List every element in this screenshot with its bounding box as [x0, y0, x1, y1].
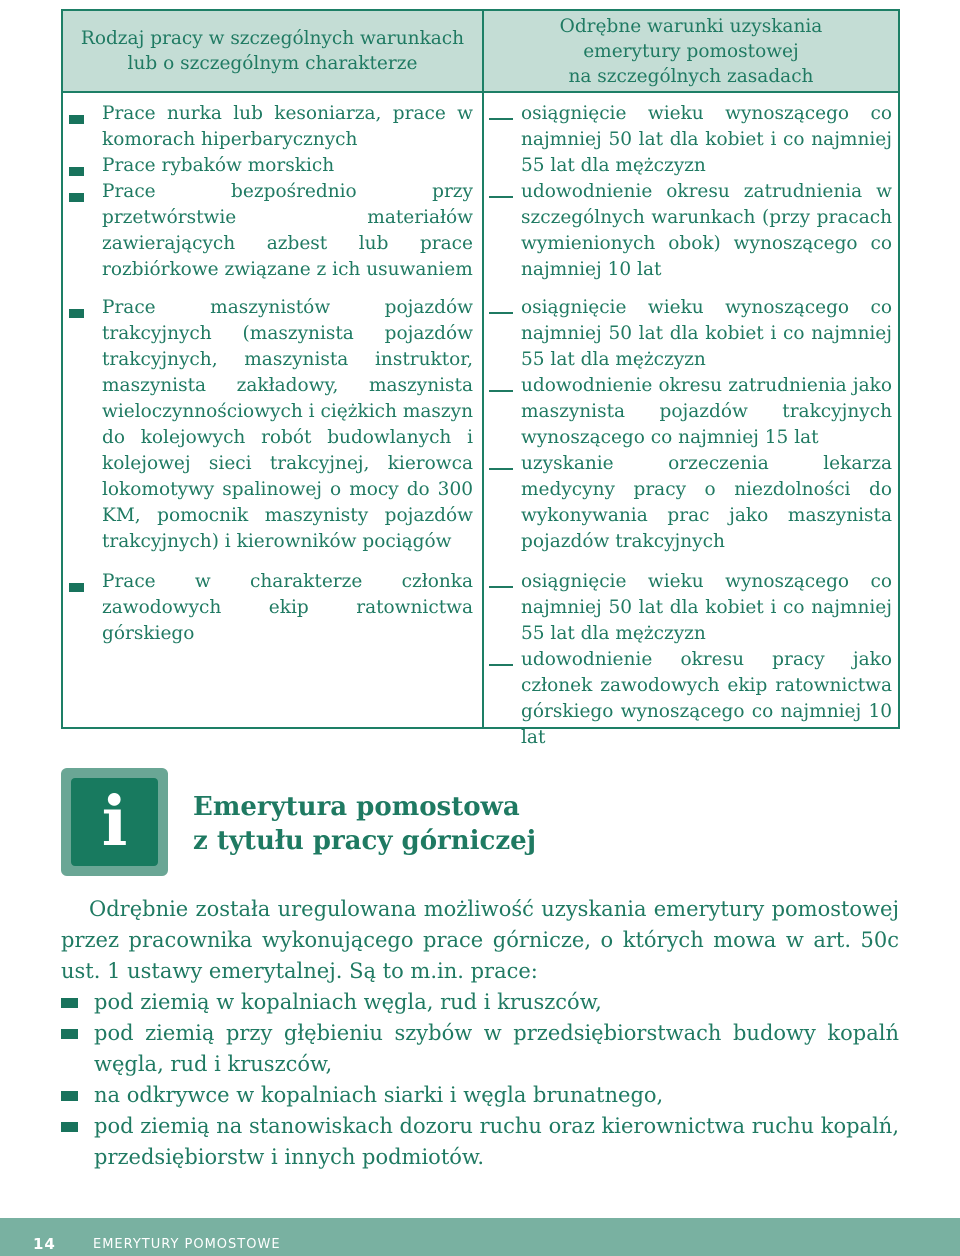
row1-right-item2: udowodnienie okresu zatrudnienia w szczególnych warunkach (przy pracach wymienionych obok) wynoszącego co najmniej 10 lat [521, 181, 892, 280]
table-header-conditions [484, 11, 898, 93]
row3-right-item1: osiągnięcie wieku wynoszącego co najmniej 50 lat dla kobiet i co najmniej 55 lat dla mężczyzn [521, 571, 892, 644]
row3-right-item2: udowodnienie okresu pracy jako członek zawodowych ekip ratownictwa górskiego wynoszącego co najmniej 10 lat [521, 649, 892, 748]
table-header-work-type [63, 11, 482, 93]
intro-text: Odrębnie została uregulowana możliwość uzyskania emerytury pomostowej przez pracownika wykonującego prace górnicze, o których mowa w art. 50c ust. 1 ustawy emerytalnej. Są to m.in. prace: [61, 897, 899, 983]
dash-marker [489, 586, 513, 588]
row1-left-item1: Prace nurka lub kesoniarza, prace w komorach hiperbarycznych [102, 103, 473, 150]
header-left-line1: Rodzaj pracy w szczególnych warunkach [80, 28, 465, 49]
section-title-line2: z tytułu pracy górniczej [193, 826, 537, 856]
bullet-marker [61, 1029, 78, 1039]
column-divider [482, 11, 484, 727]
info-icon-inner [71, 778, 158, 866]
row1-right-item1: osiągnięcie wieku wynoszącego co najmniej 50 lat dla kobiet i co najmniej 55 lat dla mężczyzn [521, 103, 892, 176]
header-left-line2: lub o szczególnym charakterze [127, 53, 418, 74]
bullet-marker [69, 167, 84, 176]
header-right-line1: Odrębne warunki uzyskania [559, 15, 823, 37]
row1-left-item3: Prace bezpośrednio przy przetwórstwie materiałów zawierających azbest lub prace rozbiórkowe związane z ich usuwaniem [102, 181, 473, 280]
bullet-marker [69, 193, 84, 202]
bullet-marker [61, 1091, 78, 1101]
row2-right-item3: uzyskanie orzeczenia lekarza medycyny pracy o niezdolności do wykonywania prac jako maszynista pojazdów trakcyjnych [521, 453, 892, 552]
bullet-marker [61, 1122, 78, 1132]
row2-left-item1: Prace maszynistów pojazdów trakcyjnych (maszynista pojazdów trakcyjnych, maszynista instruktor, maszynista zakładowy, maszynista wieloczynnościowych i ciężkich maszyn do kolejowych robót budowlanych i kolejowej sieci trakcyjnej, kierowca lokomotywy spalinowej o mocy do 300 KM, pomocnik maszynisty pojazdów trakcyjnych) i kierowników pociągów [102, 297, 473, 552]
row2-right-item2: udowodnienie okresu zatrudnienia jako maszynista pojazdów trakcyjnych wynoszącego co najmniej 15 lat [521, 375, 892, 448]
header-right-line3: na szczególnych zasadach [568, 65, 814, 87]
bullet-marker [61, 998, 78, 1008]
dash-marker [489, 664, 513, 666]
section-title-line1: Emerytura pomostowa [193, 792, 520, 822]
header-right-line2: emerytury pomostowej [583, 40, 799, 62]
intro-paragraph [61, 894, 899, 987]
info-icon [61, 768, 168, 876]
conditions-table [61, 9, 900, 748]
page-number: 14 [33, 1235, 56, 1253]
dash-marker [489, 312, 513, 314]
bullet-marker [69, 583, 84, 592]
info-icon-letter: i [101, 782, 128, 862]
bullet-marker [69, 309, 84, 318]
row1-left-item2: Prace rybaków morskich [102, 155, 335, 176]
dash-marker [489, 118, 513, 120]
row2-right-item1: osiągnięcie wieku wynoszącego co najmniej 50 lat dla kobiet i co najmniej 55 lat dla mężczyzn [521, 297, 892, 370]
dash-marker [489, 390, 513, 392]
row3-left-item1: Prace w charakterze członka zawodowych ekip ratownictwa górskiego [102, 571, 473, 644]
footer-section-label: EMERYTURY POMOSTOWE [93, 1237, 281, 1252]
page-footer [0, 1218, 960, 1256]
bullet-marker [69, 115, 84, 124]
dash-marker [489, 468, 513, 470]
dash-marker [489, 196, 513, 198]
section-title [193, 790, 536, 858]
